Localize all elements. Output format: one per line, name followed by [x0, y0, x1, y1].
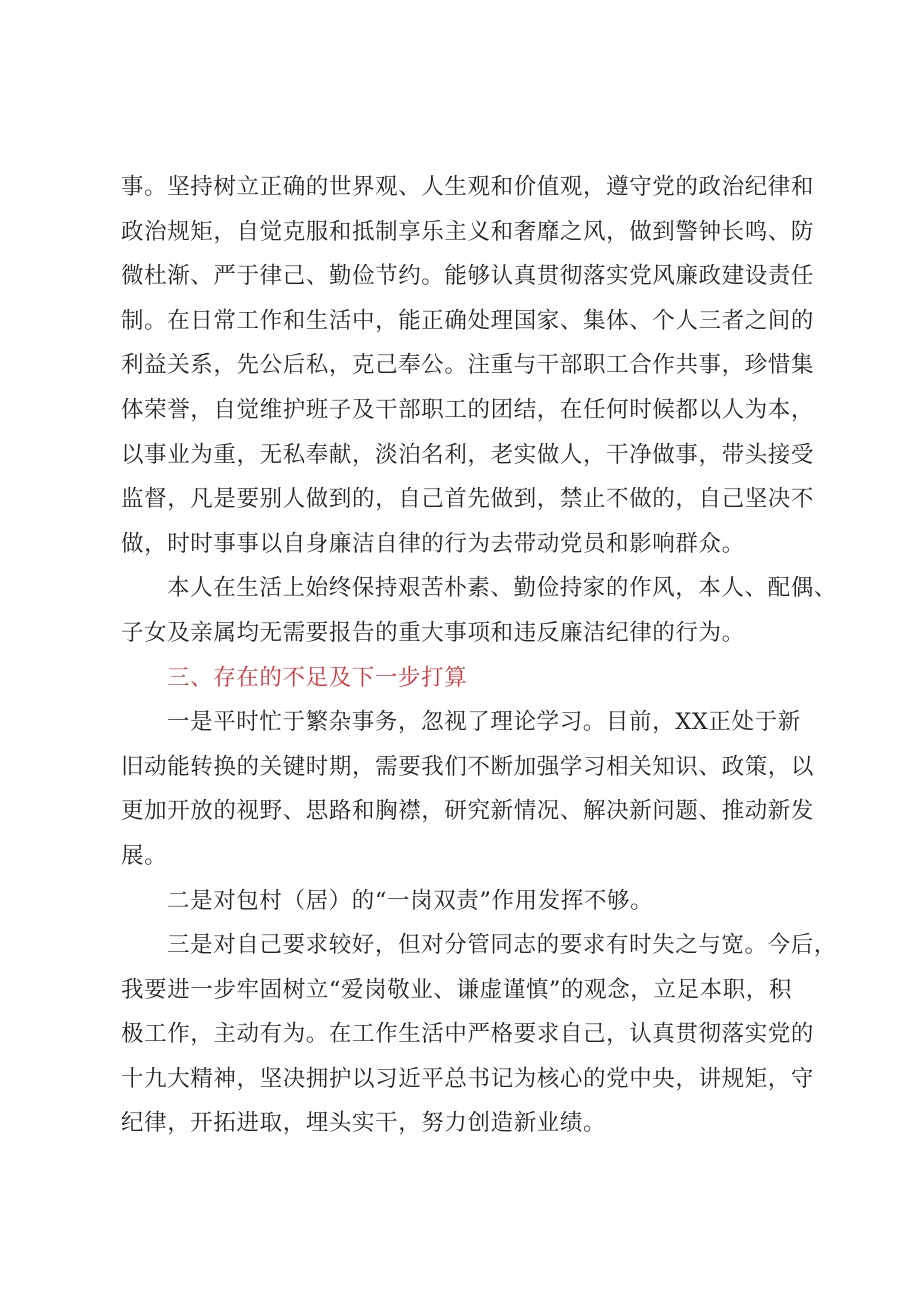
text-line: 三是对自己要求较好，但对分管同志的要求有时失之与宽。今后， — [167, 932, 837, 959]
paragraph-shortcoming-2 — [121, 879, 811, 924]
text-line: 微杜渐、严于律己、勤俭节约。能够认真贯彻落实党风廉政建设责任 — [121, 263, 815, 290]
text-line: 做，时时事事以自身廉洁自律的行为去带动党员和影响群众。 — [121, 530, 745, 557]
text-line: 极工作，主动有为。在工作生活中严格要求自己，认真贯彻落实党的 — [121, 1021, 815, 1048]
text-line: 监督，凡是要别人做到的，自己首先做到，禁止不做的，自己坚决不 — [121, 486, 815, 513]
paragraph-conduct — [121, 165, 815, 566]
text-line: 本人在生活上始终保持艰苦朴素、勤俭持家的作风，本人、配偶、 — [167, 575, 837, 602]
text-line: 我要进一步牢固树立“爱岗敬业、谦虚谨慎”的观念，立足本职，积 — [121, 976, 793, 1003]
text-line: 以事业为重，无私奉献，淡泊名利，老实做人，干净做事，带头接受 — [121, 441, 815, 468]
text-line: 子女及亲属均无需要报告的重大事项和违反廉洁纪律的行为。 — [121, 619, 745, 646]
text-line: 事。坚持树立正确的世界观、人生观和价值观，遵守党的政治纪律和 — [121, 174, 815, 200]
text-line: 旧动能转换的关键时期，需要我们不断加强学习相关知识、政策，以 — [121, 753, 815, 780]
text-line: 十九大精神，坚决拥护以习近平总书记为核心的党中央，讲规矩，守 — [121, 1065, 815, 1092]
section-heading-text: 三、存在的不足及下一步打算 — [167, 664, 468, 691]
text-line: 制。在日常工作和生活中，能正确处理国家、集体、个人三者之间的 — [121, 307, 815, 334]
section-heading — [121, 656, 811, 701]
text-line: 体荣誉，自觉维护班子及干部职工的团结，在任何时候都以人为本， — [121, 396, 815, 423]
text-line: 更加开放的视野、思路和胸襟，研究新情况、解决新问题、推动新发 — [121, 798, 815, 825]
text-line: 纪律，开拓进取，埋头实干，努力创造新业绩。 — [121, 1110, 607, 1137]
paragraph-personal-life — [121, 566, 837, 655]
text-line: 利益关系，先公后私，克己奉公。注重与干部职工合作共事，珍惜集 — [121, 352, 815, 379]
document-body — [121, 165, 837, 1146]
text-line: 政治规矩，自觉克服和抵制享乐主义和奢靡之风，做到警钟长鸣、防 — [121, 218, 815, 245]
paragraph-shortcoming-1 — [121, 700, 815, 878]
text-line: 二是对包村（居）的“一岗双责”作用发挥不够。 — [167, 887, 654, 914]
paragraph-shortcoming-3 — [121, 923, 837, 1146]
text-line: 展。 — [121, 842, 168, 869]
text-line: 一是平时忙于繁杂事务，忽视了理论学习。目前，XX正处于新 — [167, 709, 801, 736]
